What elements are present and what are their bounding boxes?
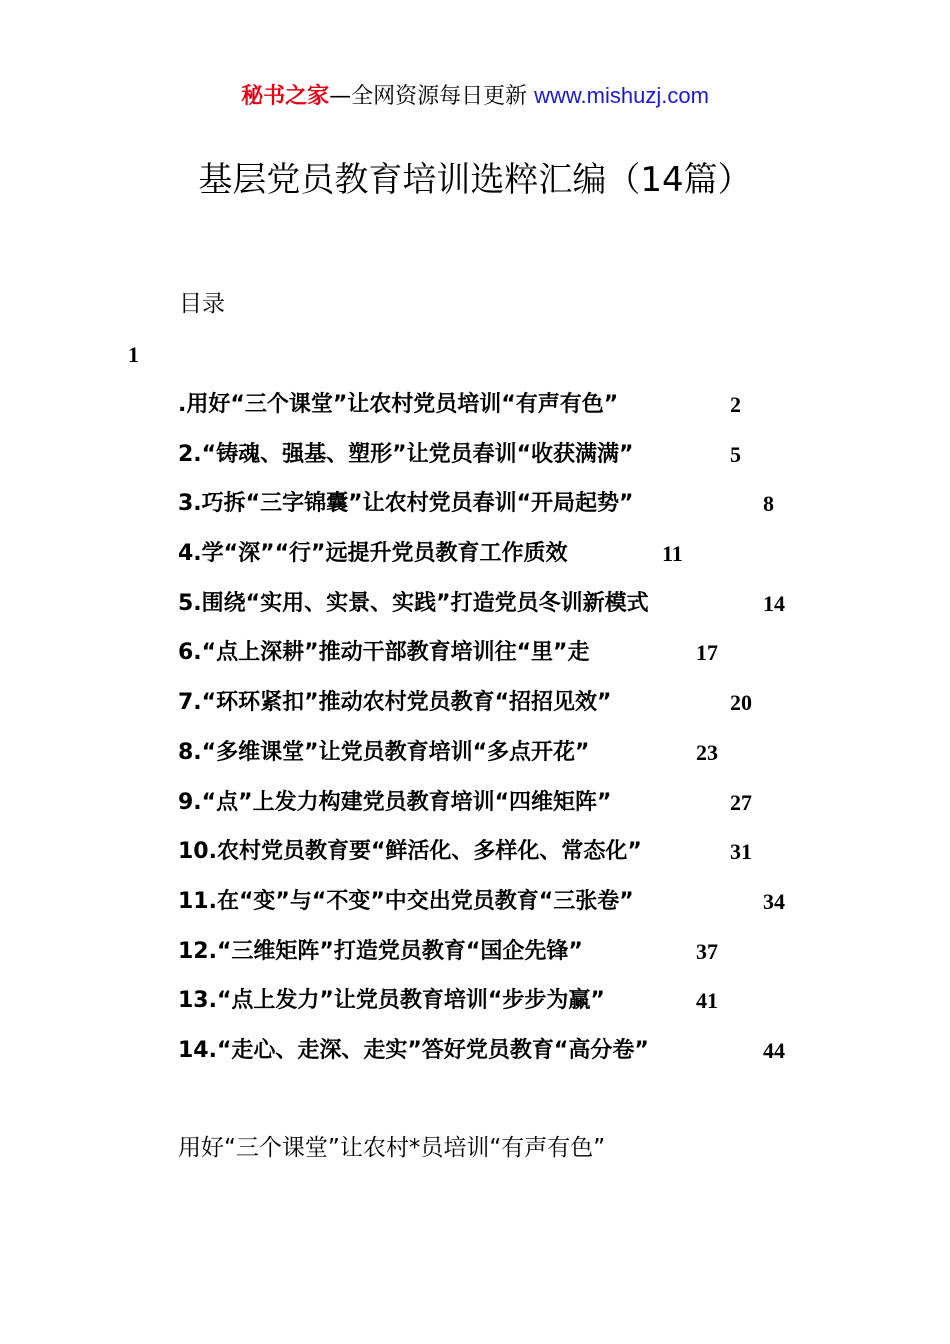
toc-entry-page-number: 44 (763, 1037, 785, 1063)
toc-entry-page-number: 5 (730, 441, 741, 467)
toc-entry-title: 12.“三维矩阵”打造党员教育“国企先锋” (178, 938, 583, 964)
toc-entry[interactable] (178, 634, 818, 684)
toc-entry[interactable] (178, 436, 818, 486)
toc-entry-title: 7.“环环紧扣”推动农村党员教育“招招见效” (178, 690, 612, 716)
toc-entry-page-number: 14 (763, 590, 785, 616)
toc-entry-title: 4.学“深”“行”远提升党员教育工作质效 (178, 541, 568, 567)
toc-entry-page-number: 2 (730, 392, 741, 417)
document-title: 基层党员教育培训选粹汇编（14篇） (198, 160, 752, 200)
toc-entry[interactable] (178, 386, 818, 436)
toc-entry-page-number: 11 (662, 541, 683, 567)
toc-entry[interactable] (178, 933, 818, 983)
site-url-link[interactable]: www.mishuzj.com (534, 83, 709, 108)
toc-entry-page-number: 17 (696, 640, 718, 666)
toc-entry-title: 6.“点上深耕”推动干部教育培训往“里”走 (178, 640, 590, 666)
toc-entry-page-number: 27 (730, 789, 752, 815)
site-banner (0, 80, 950, 113)
toc-entry-title: 8.“多维课堂”让党员教育培训“多点开花” (178, 739, 590, 765)
toc-entry[interactable] (178, 535, 818, 585)
brand-name: 秘书之家 (241, 84, 330, 109)
section-heading: 用好“三个课堂”让农村*员培训“有声有色” (178, 1135, 606, 1161)
toc-entry-page-number: 20 (730, 690, 752, 716)
toc-entry-page-number: 8 (763, 491, 774, 517)
toc-entry-title: 3.巧拆“三字锦囊”让农村党员春训“开局起势” (178, 491, 634, 517)
toc-entry[interactable] (178, 485, 818, 535)
toc-entry-page-number: 41 (696, 988, 718, 1014)
toc-entry-title: 10.农村党员教育要“鲜活化、多样化、常态化” (178, 839, 642, 865)
toc-entry-title: .用好“三个课堂”让农村党员培训“有声有色” (178, 392, 619, 417)
toc-entry[interactable] (178, 585, 818, 635)
toc-entry-title: 9.“点”上发力构建党员教育培训“四维矩阵” (178, 789, 612, 815)
toc-entry-page-number: 34 (763, 888, 785, 914)
toc-lead-number: 1 (128, 342, 139, 367)
toc-entry-page-number: 23 (696, 739, 718, 765)
banner-tagline: —全网资源每日更新 (329, 84, 535, 109)
toc-heading: 目录 (179, 291, 225, 317)
table-of-contents (178, 386, 818, 1082)
toc-entry-title: 13.“点上发力”让党员教育培训“步步为赢” (178, 988, 605, 1014)
toc-entry[interactable] (178, 684, 818, 734)
toc-entry[interactable] (178, 734, 818, 784)
toc-entry-title: 2.“铸魂、强基、塑形”让党员春训“收获满满” (178, 441, 634, 467)
toc-entry-title: 5.围绕“实用、实景、实践”打造党员冬训新模式 (178, 590, 649, 616)
toc-entry[interactable] (178, 883, 818, 933)
toc-entry[interactable] (178, 1032, 818, 1082)
toc-entry-page-number: 37 (696, 938, 718, 964)
toc-entry[interactable] (178, 982, 818, 1032)
toc-entry[interactable] (178, 784, 818, 834)
toc-entry-title: 14.“走心、走深、走实”答好党员教育“高分卷” (178, 1037, 649, 1063)
toc-entry-page-number: 31 (730, 839, 752, 865)
toc-entry-title: 11.在“变”与“不变”中交出党员教育“三张卷” (178, 888, 634, 914)
toc-entry[interactable] (178, 833, 818, 883)
